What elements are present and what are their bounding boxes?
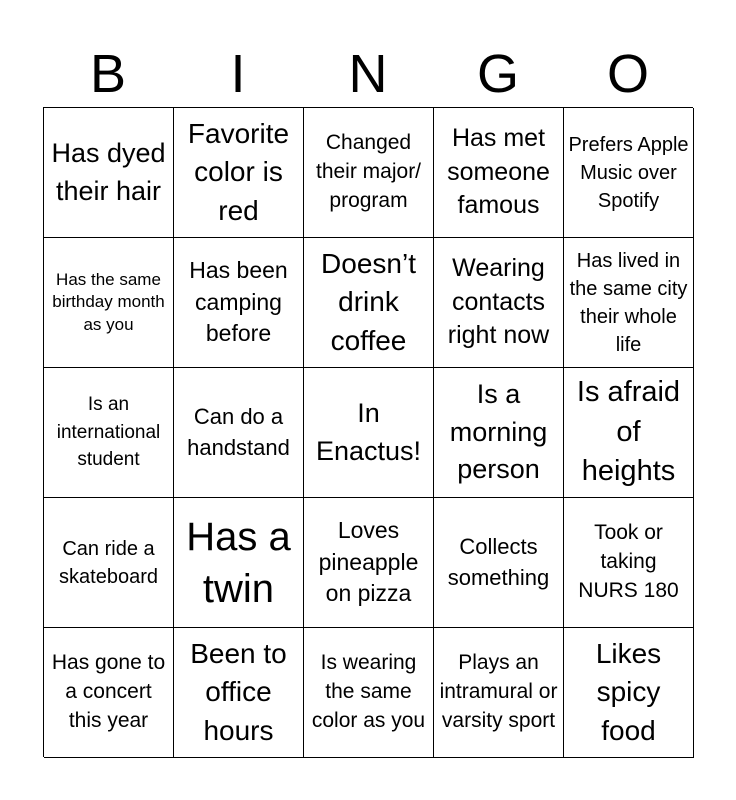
bingo-cell[interactable]: Has gone to a concert this year [44,628,174,758]
bingo-cell[interactable]: Been to office hours [174,628,304,758]
bingo-cell[interactable]: Changed their major/ program [304,108,434,238]
bingo-cell[interactable]: Collects something [434,498,564,628]
bingo-cell[interactable]: Wearing contacts right now [434,238,564,368]
bingo-cell[interactable]: Has lived in the same city their whole life [564,238,694,368]
bingo-cell[interactable]: Prefers Apple Music over Spotify [564,108,694,238]
bingo-cell[interactable]: Took or taking NURS 180 [564,498,694,628]
bingo-cell[interactable]: Favorite color is red [174,108,304,238]
bingo-cell[interactable]: Has met someone famous [434,108,564,238]
bingo-cell[interactable]: Likes spicy food [564,628,694,758]
bingo-cell[interactable]: Doesn’t drink coffee [304,238,434,368]
bingo-cell[interactable]: In Enactus! [304,368,434,498]
bingo-cell[interactable]: Has been camping before [174,238,304,368]
bingo-header [43,40,693,108]
bingo-cell[interactable]: Has a twin [174,498,304,628]
bingo-cell[interactable]: Has dyed their hair [44,108,174,238]
header-letter-n: N [348,44,388,104]
bingo-cell[interactable]: Loves pineapple on pizza [304,498,434,628]
bingo-cell[interactable]: Is afraid of heights [564,368,694,498]
bingo-cell[interactable]: Can do a handstand [174,368,304,498]
bingo-cell[interactable]: Plays an intramural or varsity sport [434,628,564,758]
bingo-cell[interactable]: Is a morning person [434,368,564,498]
header-letter-o: O [606,44,649,104]
header-letter-g: G [476,44,519,104]
bingo-cell[interactable]: Is an international student [44,368,174,498]
bingo-board [43,107,693,757]
bingo-cell[interactable]: Can ride a skateboard [44,498,174,628]
bingo-cell[interactable]: Has the same birthday month as you [44,238,174,368]
bingo-cell[interactable]: Is wearing the same color as you [304,628,434,758]
header-letter-b: B [89,44,127,104]
header-letter-i: I [230,44,246,104]
